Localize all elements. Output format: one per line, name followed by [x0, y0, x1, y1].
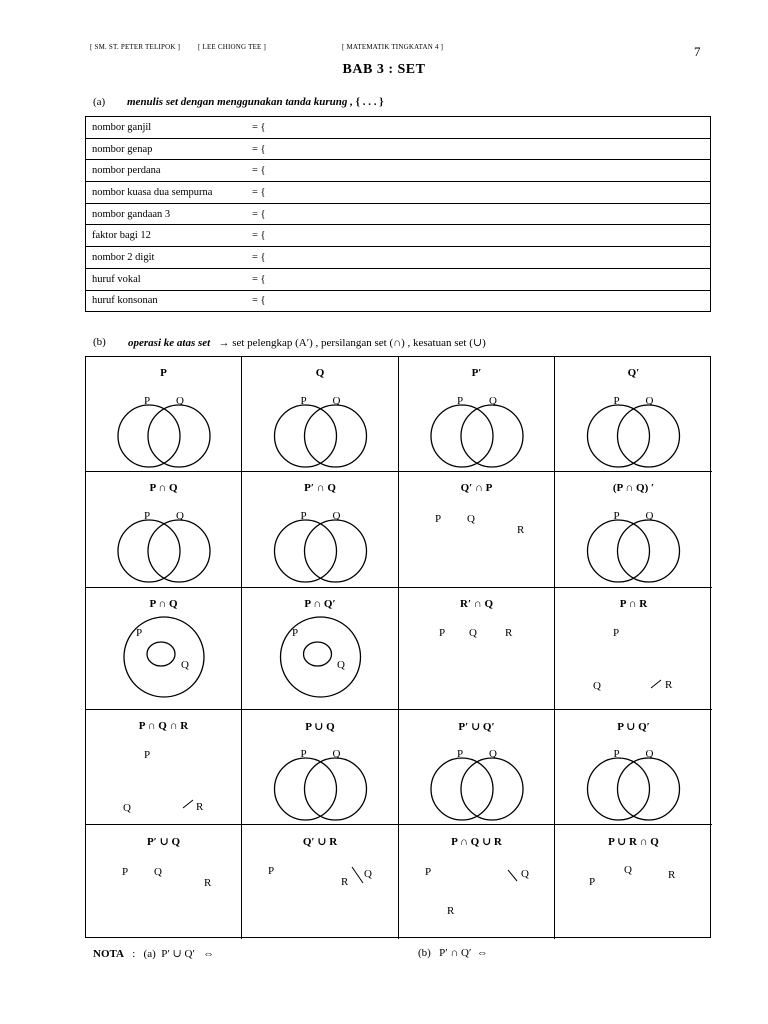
set-p-circle	[124, 617, 204, 697]
header-teacher: [ LEE CHIONG TEE ]	[198, 43, 267, 51]
venn-diagram	[555, 588, 712, 710]
section-a-heading-text: menulis set dengan menggunakan tanda kurung ,	[127, 96, 353, 108]
venn-diagram	[242, 472, 399, 588]
venn-cell-title: P′ ∪ Q′	[458, 721, 495, 733]
definition-label: nombor kuasa dua sempurna	[86, 182, 253, 204]
set-label: Q	[332, 510, 341, 522]
definition-answer-field[interactable]: = {	[252, 268, 711, 290]
set-label: P	[136, 627, 143, 639]
set-label: R	[668, 869, 676, 881]
definition-label: nombor perdana	[86, 160, 253, 182]
venn-cell-title: P ∩ Q	[149, 482, 178, 494]
set-label: Q	[467, 513, 475, 525]
header-subject: [ MATEMATIK TINGKATAN 4 ]	[342, 43, 444, 51]
set-label: Q	[337, 659, 345, 671]
venn-cell-title: P ∪ Q	[305, 721, 335, 733]
section-a-marker: (a)	[93, 96, 106, 108]
venn-diagram	[86, 588, 242, 710]
definitions-table	[85, 116, 711, 312]
venn-cell-title: P′	[471, 367, 482, 379]
page-number: 7	[694, 44, 701, 59]
set-label: Q	[645, 748, 654, 760]
set-label: P	[300, 510, 307, 522]
venn-diagram	[555, 825, 712, 939]
definition-row	[86, 268, 711, 290]
set-q-circle	[305, 405, 367, 467]
set-label: P	[613, 748, 620, 760]
nota-b	[418, 947, 488, 959]
set-boundary-fragment	[183, 800, 193, 808]
venn-cell-title: P ∩ Q ∩ R	[138, 720, 189, 732]
definition-row	[86, 138, 711, 160]
set-label: Q	[489, 748, 497, 760]
section-a-brace: { . . . }	[355, 96, 384, 108]
set-p-circle	[275, 520, 337, 582]
venn-cell-title: P ∩ Q	[149, 598, 178, 610]
set-p-circle	[275, 758, 337, 820]
set-label: Q	[176, 395, 184, 407]
venn-grid	[85, 356, 711, 938]
definition-label: nombor gandaan 3	[86, 203, 253, 225]
definition-row	[86, 225, 711, 247]
definition-answer-field[interactable]: = {	[252, 138, 711, 160]
set-boundary-fragment	[508, 870, 517, 881]
section-b-description: set pelengkap (A′) , persilangan set (∩) , kesatuan set (∪)	[232, 337, 486, 349]
definition-answer-field[interactable]: = {	[252, 247, 711, 269]
definition-label: huruf vokal	[86, 268, 253, 290]
venn-cell-title: P ∩ Q ∪ R	[451, 836, 502, 848]
set-label: P	[589, 876, 596, 888]
venn-diagram	[242, 825, 399, 939]
venn-diagram	[86, 357, 242, 472]
set-label: P	[144, 395, 151, 407]
set-label: P	[435, 513, 442, 525]
set-p-circle	[431, 405, 493, 467]
set-p-circle	[588, 758, 650, 820]
venn-cell-title: Q′ ∩ P	[460, 482, 493, 494]
set-q-circle	[618, 405, 680, 467]
venn-cell[interactable]	[555, 357, 712, 472]
venn-cell-title: P ∩ Q′	[304, 598, 336, 610]
definition-answer-field[interactable]: = {	[252, 225, 711, 247]
venn-cell-title: Q′	[627, 367, 640, 379]
venn-diagram	[242, 710, 399, 825]
set-q-circle	[304, 642, 332, 666]
venn-cell[interactable]	[242, 710, 399, 825]
venn-cell[interactable]	[399, 472, 555, 588]
set-label: Q	[332, 395, 341, 407]
set-boundary-fragment	[651, 680, 661, 688]
set-label: R	[447, 905, 455, 917]
set-label: P	[144, 510, 151, 522]
set-p-circle	[118, 405, 180, 467]
set-label: Q	[489, 395, 497, 407]
set-p-circle	[281, 617, 361, 697]
set-label: Q	[469, 627, 477, 639]
definition-answer-field[interactable]: = {	[252, 290, 711, 312]
nota-b-marker: (b)	[418, 947, 431, 959]
set-label: R	[517, 524, 525, 536]
definition-row	[86, 247, 711, 269]
venn-cell-title: (P ∩ Q) ′	[612, 482, 655, 494]
definition-label: huruf konsonan	[86, 290, 253, 312]
venn-cell[interactable]	[86, 710, 242, 825]
set-boundary-fragment	[352, 867, 363, 883]
venn-cell-title: Q	[315, 367, 325, 379]
set-label: P	[425, 866, 432, 878]
venn-cell-title: P	[160, 367, 167, 379]
venn-diagram	[399, 472, 555, 588]
set-label: Q	[645, 395, 654, 407]
definition-answer-field[interactable]: = {	[252, 182, 711, 204]
set-label: R	[204, 877, 212, 889]
section-a-heading	[127, 96, 384, 108]
set-label: P	[613, 627, 620, 639]
venn-cell[interactable]	[399, 588, 555, 710]
venn-diagram	[242, 357, 399, 472]
set-label: Q	[364, 868, 372, 880]
set-q-circle	[147, 642, 175, 666]
venn-diagram	[86, 472, 242, 588]
set-q-circle	[461, 758, 523, 820]
set-label: P	[268, 865, 275, 877]
section-b-heading	[128, 336, 486, 349]
venn-cell[interactable]	[399, 825, 555, 939]
definition-label: nombor 2 digit	[86, 247, 253, 269]
header-school: [ SM. ST. PETER TELIPOK ]	[90, 43, 181, 51]
set-label: R	[341, 876, 349, 888]
venn-cell[interactable]	[86, 472, 242, 588]
venn-diagram	[555, 710, 712, 825]
venn-cell-title: P ∩ R	[619, 598, 648, 610]
venn-cell[interactable]	[555, 710, 712, 825]
definition-label: nombor ganjil	[86, 117, 253, 139]
venn-diagram	[399, 825, 555, 939]
set-label: P	[439, 627, 446, 639]
venn-diagram	[86, 825, 242, 939]
definition-answer-field[interactable]: = {	[252, 117, 711, 139]
nota-a-marker: (a)	[143, 948, 156, 960]
set-p-circle	[275, 405, 337, 467]
set-label: P	[144, 749, 151, 761]
nota-b-expr: P′ ∩ Q′	[439, 947, 472, 959]
venn-cell-title: P′ ∪ Q	[146, 836, 181, 848]
venn-cell-title: P′ ∩ Q	[304, 482, 336, 494]
set-label: P	[122, 866, 129, 878]
definition-row	[86, 203, 711, 225]
set-p-circle	[588, 520, 650, 582]
definition-answer-field[interactable]: = {	[252, 160, 711, 182]
venn-diagram	[555, 472, 712, 588]
venn-cell[interactable]	[555, 588, 712, 710]
nota-section	[93, 947, 214, 960]
set-label: Q	[645, 510, 654, 522]
venn-cell-title: P ∪ Q′	[617, 721, 650, 733]
set-q-circle	[305, 758, 367, 820]
set-q-circle	[461, 405, 523, 467]
venn-cell[interactable]	[86, 357, 242, 472]
set-q-circle	[618, 520, 680, 582]
venn-diagram	[242, 588, 399, 710]
definition-row	[86, 117, 711, 139]
set-label: R	[505, 627, 513, 639]
venn-cell[interactable]	[555, 472, 712, 588]
venn-cell[interactable]	[86, 588, 242, 710]
set-p-circle	[431, 758, 493, 820]
set-q-circle	[305, 520, 367, 582]
venn-diagram	[399, 357, 555, 472]
set-label: Q	[332, 748, 341, 760]
venn-cell-title: R′ ∩ Q	[460, 598, 493, 610]
set-label: R	[196, 801, 204, 813]
definition-label: faktor bagi 12	[86, 225, 253, 247]
set-label: Q	[624, 864, 632, 876]
nota-a-expr: P′ ∪ Q′	[161, 948, 195, 960]
venn-cell[interactable]	[242, 588, 399, 710]
set-q-circle	[148, 405, 210, 467]
venn-diagram	[399, 710, 555, 825]
set-label: Q	[593, 680, 601, 692]
nota-b-arrow-icon: ⇔	[476, 947, 488, 959]
nota-label: NOTA	[93, 948, 124, 960]
set-label: P	[457, 748, 464, 760]
venn-cell[interactable]	[86, 825, 242, 939]
page-title: BAB 3 : SET	[342, 62, 426, 77]
venn-cell[interactable]	[242, 357, 399, 472]
set-label: Q	[521, 868, 529, 880]
set-p-circle	[588, 405, 650, 467]
venn-cell[interactable]	[555, 825, 712, 939]
venn-diagram	[86, 710, 242, 825]
set-q-circle	[618, 758, 680, 820]
set-label: R	[665, 679, 673, 691]
set-label: P	[292, 627, 299, 639]
nota-a-arrow-icon: ⇔	[203, 948, 215, 960]
definition-answer-field[interactable]: = {	[252, 203, 711, 225]
set-label: P	[457, 395, 464, 407]
set-q-circle	[148, 520, 210, 582]
venn-cell[interactable]	[399, 710, 555, 825]
venn-diagram	[555, 357, 712, 472]
set-label: Q	[123, 802, 131, 814]
section-b-marker: (b)	[93, 336, 106, 348]
set-label: P	[300, 395, 307, 407]
venn-cell[interactable]	[242, 472, 399, 588]
definition-row	[86, 182, 711, 204]
set-label: P	[613, 395, 620, 407]
definition-row	[86, 290, 711, 312]
set-p-circle	[118, 520, 180, 582]
set-label: Q	[176, 510, 184, 522]
venn-cell-title: Q′ ∪ R	[302, 836, 338, 848]
venn-diagram	[399, 588, 555, 710]
venn-cell-title: P ∪ R ∩ Q	[608, 836, 659, 848]
venn-cell[interactable]	[242, 825, 399, 939]
set-label: P	[613, 510, 620, 522]
arrow-icon: →	[218, 337, 230, 349]
definition-row	[86, 160, 711, 182]
set-label: P	[300, 748, 307, 760]
nota-colon: :	[132, 948, 136, 960]
set-label: Q	[154, 866, 162, 878]
venn-cell[interactable]	[399, 357, 555, 472]
set-label: Q	[181, 659, 189, 671]
definition-label: nombor genap	[86, 138, 253, 160]
section-b-heading-text: operasi ke atas set	[128, 337, 211, 349]
